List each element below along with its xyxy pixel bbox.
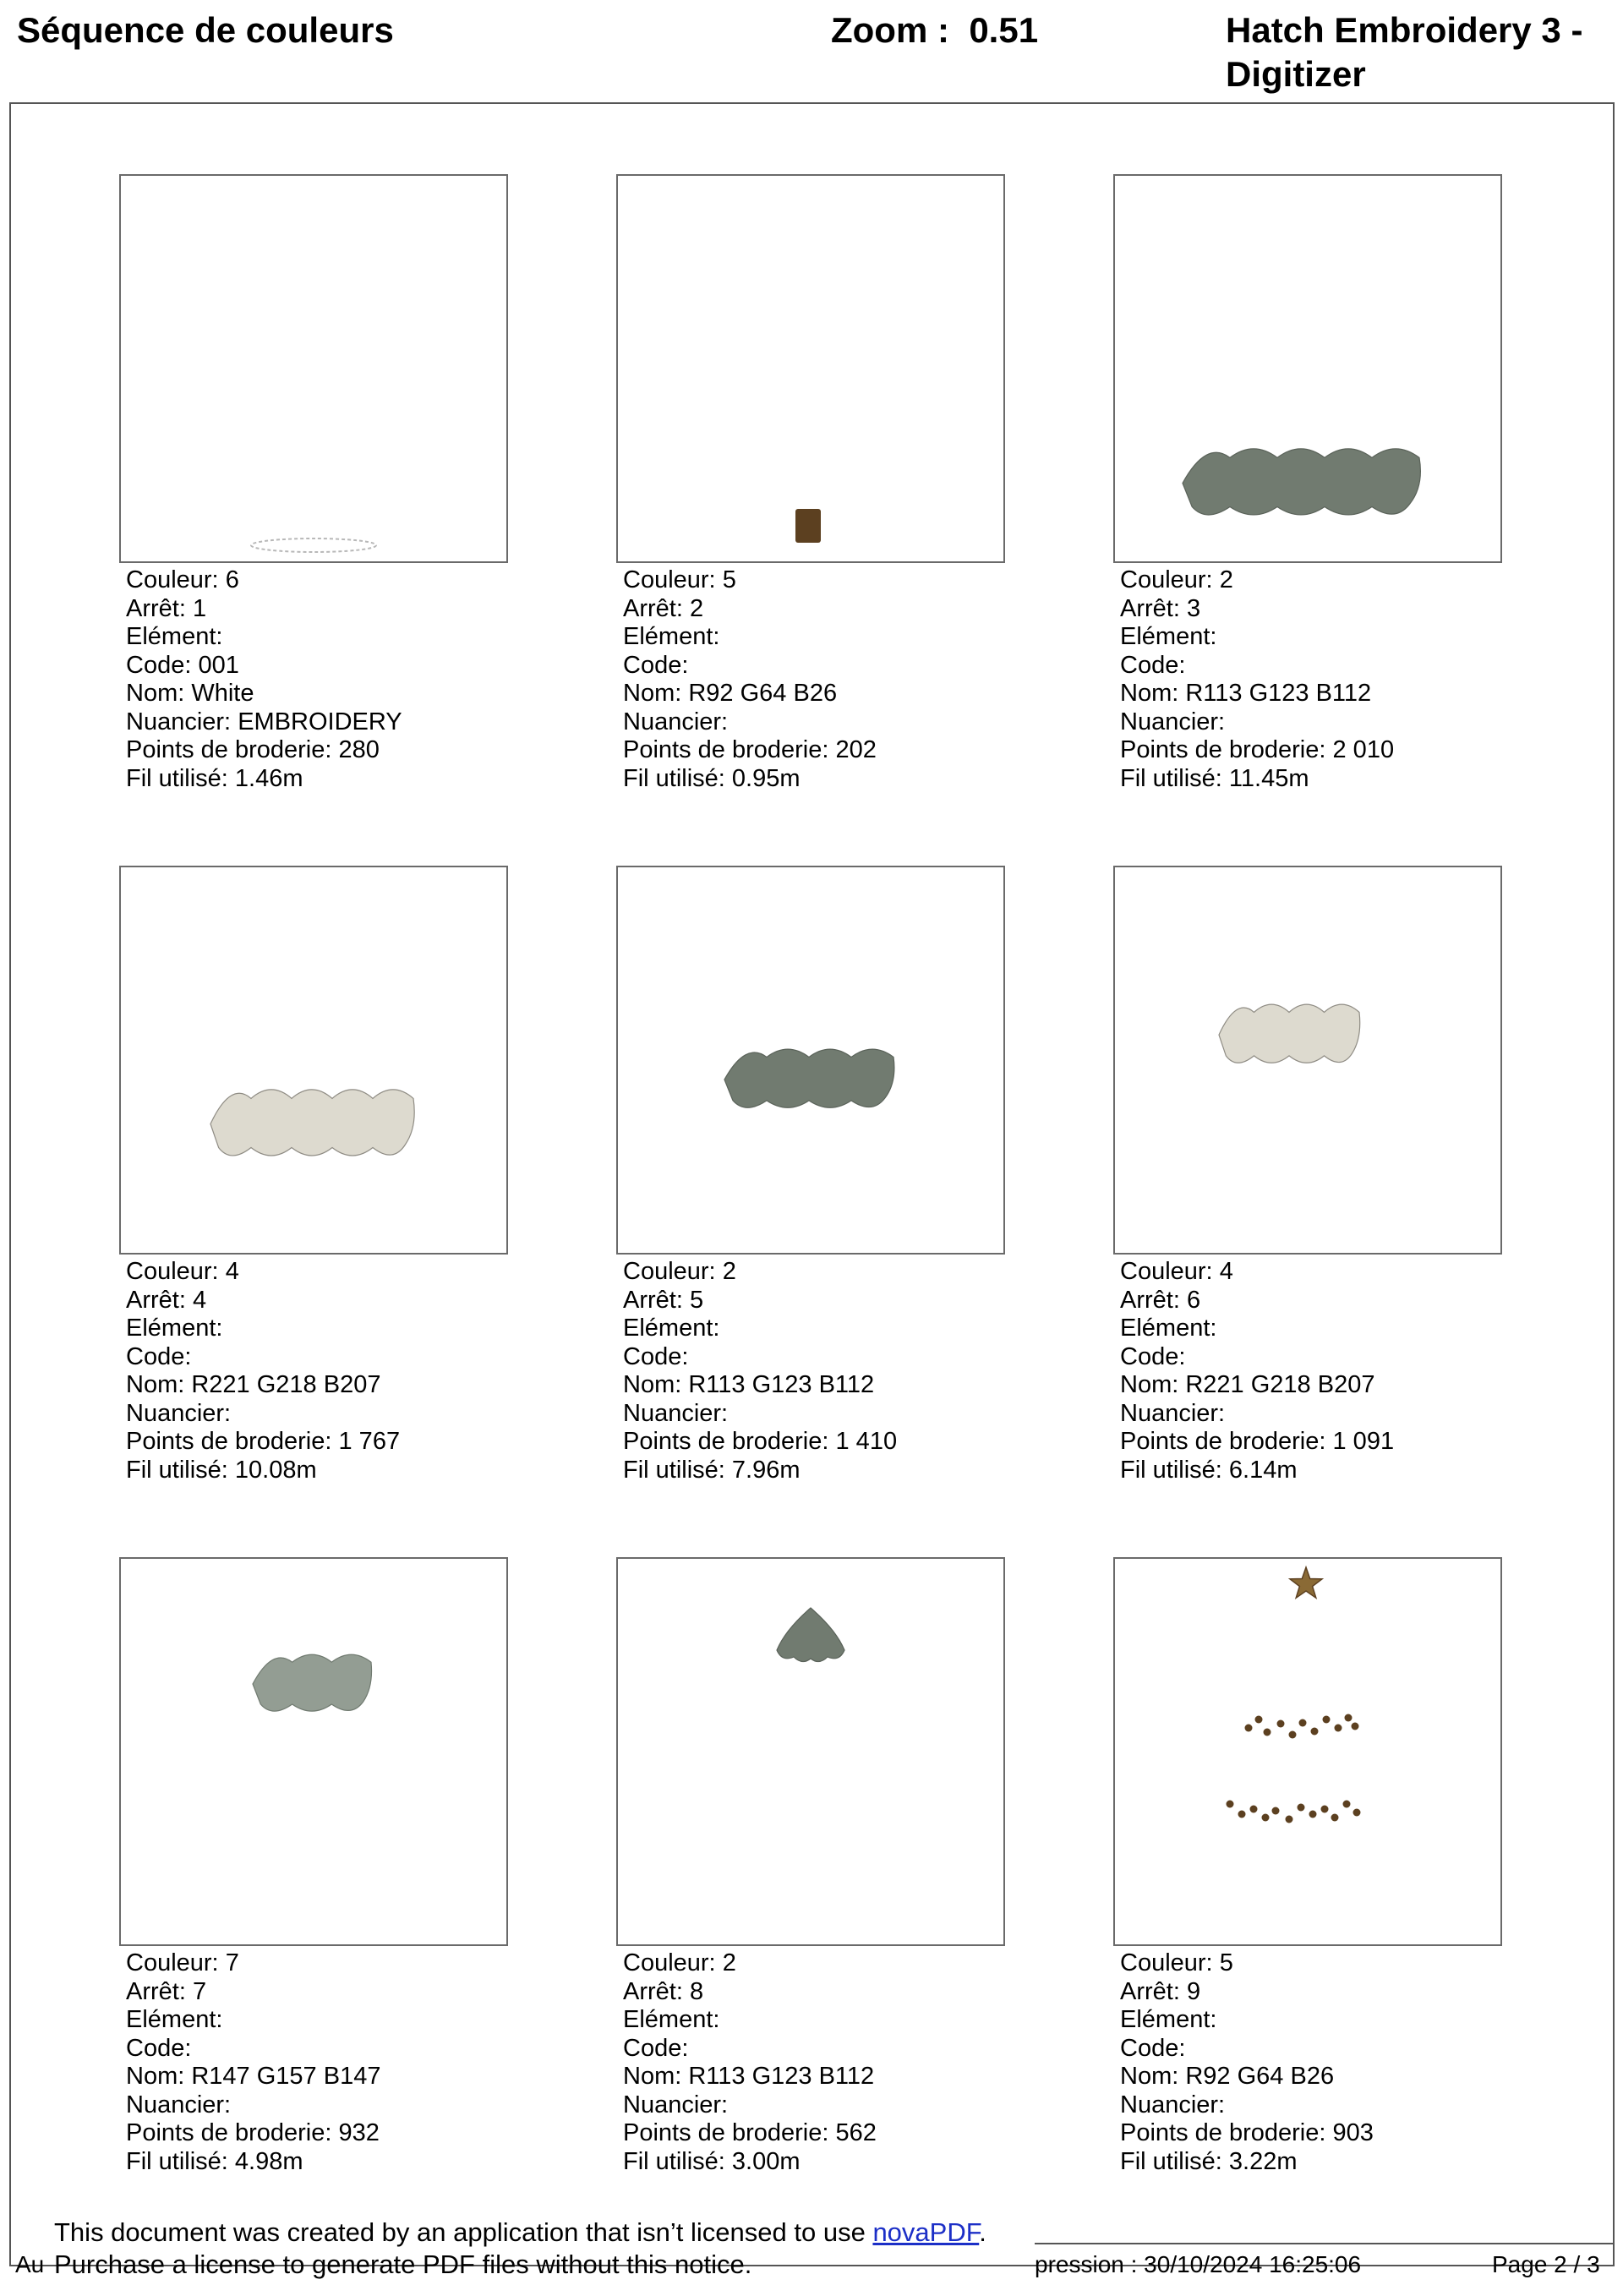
- field-value: R113 G123 B112: [688, 1371, 875, 1398]
- field-value: R113 G123 B112: [1185, 680, 1372, 707]
- field-value: R92 G64 B26: [1185, 2063, 1335, 2090]
- field-label: Nom:: [623, 2063, 682, 2090]
- field-label: Code:: [1120, 1342, 1186, 1370]
- stop-field-code: [623, 2035, 877, 2064]
- ornament-dot: [1353, 1809, 1361, 1817]
- ornament-dot: [1321, 1806, 1329, 1813]
- license-notice: [54, 2217, 986, 2281]
- stop-field-nuancier: [1120, 708, 1394, 737]
- field-value: 4: [192, 1286, 207, 1314]
- field-value: White: [191, 680, 254, 707]
- stop-field-points: [1120, 1428, 1394, 1457]
- stop-field-points: [623, 2119, 877, 2148]
- ornament-dot: [1286, 1816, 1293, 1823]
- license-notice-line2: Purchase a license to generate PDF files without this notice.: [54, 2250, 752, 2279]
- stop-field-code: [1120, 1343, 1394, 1372]
- field-value: R113 G123 B112: [688, 2063, 875, 2090]
- field-label: Code:: [1120, 2034, 1186, 2062]
- field-label: Couleur:: [126, 1258, 219, 1285]
- field-label: Elément:: [1120, 2006, 1217, 2033]
- license-notice-line1: This document was created by an application that isn’t licensed to use novaPDF.: [54, 2217, 986, 2247]
- stop-preview: [616, 1557, 1005, 1946]
- application-name: [1226, 8, 1615, 96]
- stop-field-code: [126, 652, 402, 681]
- stop-preview-drawing: [121, 867, 506, 1253]
- stop-field-nom: [1120, 680, 1394, 708]
- field-label: Nuancier:: [126, 2091, 232, 2118]
- field-value: 8: [689, 1977, 704, 2005]
- stop-field-nom: [1120, 2063, 1374, 2091]
- field-label: Arrêt:: [126, 1977, 186, 2005]
- outline-oval-shape: [251, 538, 376, 552]
- field-label: Arrêt:: [126, 1286, 186, 1314]
- field-value: R221 G218 B207: [191, 1371, 381, 1398]
- stop-preview: [119, 866, 508, 1255]
- footer-print-date: pression : 30/10/2024 16:25:06: [1035, 2251, 1362, 2277]
- field-value: 3: [1186, 594, 1201, 622]
- field-value: 3.22m: [1228, 2147, 1298, 2175]
- stop-preview: [1113, 1557, 1502, 1946]
- stop-field-fil: [1120, 1457, 1394, 1485]
- ornament-dot: [1345, 1714, 1352, 1722]
- stop-field-couleur: [126, 566, 402, 595]
- stop-preview: [1113, 174, 1502, 563]
- ornament-dot: [1298, 1804, 1305, 1812]
- stop-preview: [119, 174, 508, 563]
- field-label: Nuancier:: [126, 708, 232, 735]
- field-label: Code:: [1120, 651, 1186, 679]
- field-label: Fil utilisé:: [126, 764, 228, 792]
- field-label: Arrêt:: [623, 594, 683, 622]
- tree-tier-shape: [1183, 449, 1420, 515]
- ornament-dot: [1335, 1725, 1342, 1732]
- field-value: 1 410: [835, 1428, 898, 1455]
- field-value: 7: [192, 1977, 207, 2005]
- zoom-value: 0.51: [969, 10, 1039, 50]
- field-value: 3.00m: [731, 2147, 801, 2175]
- field-value: 2: [722, 1258, 736, 1285]
- field-value: 7: [225, 1949, 239, 1976]
- stop-field-fil: [623, 2148, 877, 2177]
- field-label: Elément:: [126, 623, 223, 650]
- stop-field-nuancier: [126, 1400, 400, 1429]
- footer-author: Au: [15, 2251, 45, 2277]
- stop-field-element: [623, 2006, 877, 2035]
- field-label: Points de broderie:: [623, 1428, 829, 1455]
- field-label: Elément:: [126, 1315, 223, 1342]
- field-label: Code:: [623, 2034, 689, 2062]
- footer-divider: [1035, 2243, 1615, 2244]
- field-label: Nom:: [1120, 2063, 1179, 2090]
- stop-field-fil: [1120, 765, 1394, 794]
- stop-field-points: [126, 1428, 400, 1457]
- stop-field-element: [126, 1315, 400, 1343]
- field-label: Nuancier:: [623, 2091, 729, 2118]
- field-label: Elément:: [623, 623, 720, 650]
- field-label: Points de broderie:: [623, 2119, 829, 2146]
- field-label: Nom:: [623, 680, 682, 707]
- stop-details: [126, 1258, 400, 1484]
- stop-field-couleur: [1120, 1949, 1374, 1978]
- ornament-dot: [1227, 1801, 1234, 1808]
- stop-field-nuancier: [1120, 2091, 1374, 2120]
- field-label: Couleur:: [623, 566, 716, 593]
- field-label: Arrêt:: [623, 1286, 683, 1314]
- stop-preview: [616, 174, 1005, 563]
- field-label: Nuancier:: [1120, 2091, 1226, 2118]
- stop-field-points: [126, 2119, 380, 2148]
- stop-field-element: [1120, 2006, 1374, 2035]
- field-label: Fil utilisé:: [1120, 2147, 1222, 2175]
- zoom-label: Zoom :: [831, 10, 949, 50]
- stop-field-arret: [126, 595, 402, 624]
- stop-field-arret: [1120, 1978, 1374, 2007]
- field-value: 2 010: [1332, 736, 1395, 763]
- tree-tier-shape: [253, 1654, 372, 1711]
- field-value: 1 767: [338, 1428, 401, 1455]
- field-label: Nom:: [126, 680, 185, 707]
- stop-field-element: [126, 2006, 380, 2035]
- stop-field-element: [1120, 1315, 1394, 1343]
- field-label: Nuancier:: [623, 708, 729, 735]
- novapdf-link[interactable]: novaPDF: [872, 2217, 980, 2247]
- field-value: 10.08m: [234, 1456, 317, 1484]
- ornament-dot: [1352, 1723, 1359, 1730]
- field-label: Code:: [126, 651, 192, 679]
- stop-preview-drawing: [121, 1559, 506, 1944]
- trunk-shape: [795, 509, 821, 543]
- stop-field-nom: [623, 2063, 877, 2091]
- stop-field-fil: [623, 1457, 897, 1485]
- stop-details: [1120, 1258, 1394, 1484]
- ornament-dot: [1238, 1811, 1246, 1818]
- stop-field-code: [126, 1343, 400, 1372]
- application-name-line2: Digitizer: [1226, 54, 1366, 94]
- stop-field-nom: [126, 1371, 400, 1400]
- ornament-dot: [1343, 1801, 1351, 1808]
- ornament-dot: [1250, 1806, 1258, 1813]
- field-label: Fil utilisé:: [623, 2147, 725, 2175]
- field-label: Couleur:: [623, 1258, 716, 1285]
- stop-field-nuancier: [1120, 1400, 1394, 1429]
- footer-page-number: Page 2 / 3: [1492, 2251, 1600, 2277]
- field-value: 5: [722, 566, 736, 593]
- field-label: Nom:: [1120, 680, 1179, 707]
- ornament-dot: [1255, 1716, 1263, 1724]
- stop-field-nuancier: [126, 708, 402, 737]
- field-value: 280: [338, 736, 380, 763]
- stop-field-points: [623, 1428, 897, 1457]
- field-value: 932: [338, 2119, 380, 2146]
- field-label: Fil utilisé:: [126, 1456, 228, 1484]
- stop-preview-drawing: [618, 867, 1003, 1253]
- field-label: Points de broderie:: [126, 2119, 332, 2146]
- stop-field-nom: [126, 2063, 380, 2091]
- stop-field-code: [1120, 652, 1394, 681]
- field-label: Code:: [126, 1342, 192, 1370]
- stop-details: [1120, 566, 1394, 793]
- field-value: 1 091: [1332, 1428, 1395, 1455]
- stop-field-nom: [623, 680, 877, 708]
- stop-field-nuancier: [623, 1400, 897, 1429]
- field-value: 562: [835, 2119, 877, 2146]
- field-label: Points de broderie:: [126, 736, 332, 763]
- ornament-dot: [1245, 1725, 1253, 1732]
- field-label: Nom:: [1120, 1371, 1179, 1398]
- field-value: 6: [1186, 1286, 1201, 1314]
- field-value: 001: [198, 651, 239, 679]
- stop-preview-drawing: [618, 176, 1003, 561]
- field-label: Nom:: [126, 1371, 185, 1398]
- stop-field-arret: [126, 1978, 380, 2007]
- field-label: Elément:: [1120, 1315, 1217, 1342]
- stop-preview: [1113, 866, 1502, 1255]
- stop-field-arret: [623, 1287, 897, 1315]
- field-label: Elément:: [623, 2006, 720, 2033]
- stop-field-fil: [126, 1457, 400, 1485]
- tree-tier-shape: [210, 1090, 414, 1156]
- stop-preview-drawing: [121, 176, 506, 561]
- field-label: Couleur:: [126, 1949, 219, 1976]
- field-label: Nom:: [623, 1371, 682, 1398]
- stop-field-code: [623, 1343, 897, 1372]
- ornament-dot: [1262, 1814, 1270, 1822]
- field-label: Points de broderie:: [1120, 1428, 1326, 1455]
- stop-preview-drawing: [618, 1559, 1003, 1944]
- field-value: 2: [1219, 566, 1233, 593]
- field-label: Fil utilisé:: [623, 1456, 725, 1484]
- stop-field-element: [623, 1315, 897, 1343]
- field-label: Points de broderie:: [623, 736, 829, 763]
- stop-field-nom: [126, 680, 402, 708]
- stop-field-nom: [1120, 1371, 1394, 1400]
- tree-tier-shape: [1219, 1004, 1360, 1063]
- stop-field-code: [126, 2035, 380, 2064]
- tree-tier-shape: [724, 1049, 894, 1107]
- field-label: Couleur:: [1120, 1258, 1213, 1285]
- stop-field-fil: [623, 765, 877, 794]
- ornament-dot: [1272, 1807, 1280, 1815]
- stop-field-arret: [1120, 595, 1394, 624]
- stop-preview-drawing: [1115, 867, 1500, 1253]
- stop-details: [1120, 1949, 1374, 2176]
- stop-field-code: [1120, 2035, 1374, 2064]
- field-value: 5: [1219, 1949, 1233, 1976]
- stop-details: [126, 1949, 380, 2176]
- stop-details: [623, 1258, 897, 1484]
- stop-field-couleur: [623, 566, 877, 595]
- field-value: R147 G157 B147: [191, 2063, 381, 2090]
- field-value: 5: [689, 1286, 704, 1314]
- field-value: 0.95m: [731, 764, 801, 792]
- field-label: Elément:: [623, 1315, 720, 1342]
- field-value: 1: [192, 594, 207, 622]
- field-value: 9: [1186, 1977, 1201, 2005]
- stop-field-arret: [623, 595, 877, 624]
- stop-field-nom: [623, 1371, 897, 1400]
- stop-field-nuancier: [623, 2091, 877, 2120]
- field-value: 4: [225, 1258, 239, 1285]
- field-label: Arrêt:: [126, 594, 186, 622]
- page-title: Séquence de couleurs: [17, 10, 394, 50]
- field-value: 4.98m: [234, 2147, 303, 2175]
- field-value: 2: [722, 1949, 736, 1976]
- field-label: Couleur:: [126, 566, 219, 593]
- stop-preview: [119, 1557, 508, 1946]
- stop-preview-drawing: [1115, 1559, 1500, 1944]
- stop-field-points: [1120, 736, 1394, 765]
- field-label: Arrêt:: [1120, 1977, 1180, 2005]
- stop-field-fil: [126, 2148, 380, 2177]
- field-label: Code:: [623, 1342, 689, 1370]
- field-label: Arrêt:: [1120, 1286, 1180, 1314]
- field-label: Points de broderie:: [1120, 2119, 1326, 2146]
- stop-preview-drawing: [1115, 176, 1500, 561]
- stop-field-code: [623, 652, 877, 681]
- field-label: Code:: [623, 651, 689, 679]
- field-label: Fil utilisé:: [1120, 1456, 1222, 1484]
- field-value: 202: [835, 736, 877, 763]
- field-label: Nuancier:: [1120, 1399, 1226, 1427]
- stop-details: [623, 566, 877, 793]
- stop-field-couleur: [1120, 566, 1394, 595]
- field-value: 2: [689, 594, 704, 622]
- stop-field-element: [1120, 623, 1394, 652]
- stop-field-element: [126, 623, 402, 652]
- field-label: Points de broderie:: [1120, 736, 1326, 763]
- field-label: Code:: [126, 2034, 192, 2062]
- field-label: Fil utilisé:: [1120, 764, 1222, 792]
- field-value: EMBROIDERY: [238, 708, 402, 735]
- stop-field-couleur: [1120, 1258, 1394, 1287]
- stop-field-points: [623, 736, 877, 765]
- field-label: Arrêt:: [623, 1977, 683, 2005]
- ornament-dot: [1277, 1720, 1285, 1728]
- stop-preview: [616, 866, 1005, 1255]
- field-label: Points de broderie:: [126, 1428, 332, 1455]
- field-value: R221 G218 B207: [1185, 1371, 1375, 1398]
- stop-field-couleur: [126, 1949, 380, 1978]
- field-label: Nuancier:: [126, 1399, 232, 1427]
- field-label: Nuancier:: [623, 1399, 729, 1427]
- stop-field-nuancier: [623, 708, 877, 737]
- ornament-dot: [1323, 1716, 1331, 1724]
- field-label: Elément:: [126, 2006, 223, 2033]
- stop-field-fil: [126, 765, 402, 794]
- tree-top-shape: [777, 1608, 844, 1662]
- stop-field-arret: [126, 1287, 400, 1315]
- field-value: 7.96m: [731, 1456, 801, 1484]
- field-label: Nom:: [126, 2063, 185, 2090]
- field-label: Fil utilisé:: [623, 764, 725, 792]
- field-value: 6: [225, 566, 239, 593]
- field-value: 1.46m: [234, 764, 303, 792]
- field-label: Elément:: [1120, 623, 1217, 650]
- stop-field-fil: [1120, 2148, 1374, 2177]
- stop-field-couleur: [623, 1949, 877, 1978]
- stop-field-points: [126, 736, 402, 765]
- star-shape: [1290, 1567, 1322, 1598]
- stop-field-arret: [1120, 1287, 1394, 1315]
- stop-field-couleur: [623, 1258, 897, 1287]
- field-label: Couleur:: [623, 1949, 716, 1976]
- ornament-dot: [1299, 1719, 1307, 1727]
- field-value: 4: [1219, 1258, 1233, 1285]
- stop-field-arret: [623, 1978, 877, 2007]
- zoom-readout: [831, 8, 1038, 52]
- application-name-line1: Hatch Embroidery 3 -: [1226, 10, 1583, 50]
- field-value: 903: [1332, 2119, 1374, 2146]
- stop-field-couleur: [126, 1258, 400, 1287]
- stop-details: [126, 566, 402, 793]
- ornament-dot: [1311, 1728, 1319, 1736]
- field-label: Nuancier:: [1120, 708, 1226, 735]
- field-value: R92 G64 B26: [688, 680, 838, 707]
- stop-field-element: [623, 623, 877, 652]
- ornament-dot: [1331, 1814, 1339, 1822]
- stop-field-points: [1120, 2119, 1374, 2148]
- field-value: 6.14m: [1228, 1456, 1298, 1484]
- field-label: Couleur:: [1120, 1949, 1213, 1976]
- field-label: Couleur:: [1120, 566, 1213, 593]
- ornament-dot: [1264, 1729, 1271, 1736]
- ornament-dot: [1289, 1731, 1297, 1739]
- stop-details: [623, 1949, 877, 2176]
- ornament-dot: [1309, 1811, 1317, 1818]
- field-label: Arrêt:: [1120, 594, 1180, 622]
- field-label: Fil utilisé:: [126, 2147, 228, 2175]
- field-value: 11.45m: [1228, 764, 1309, 792]
- stop-field-nuancier: [126, 2091, 380, 2120]
